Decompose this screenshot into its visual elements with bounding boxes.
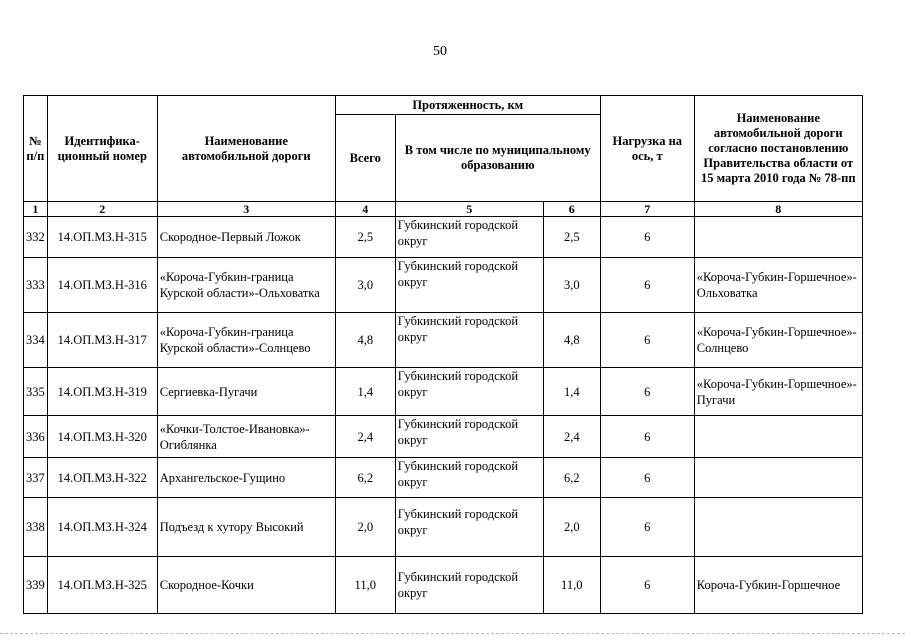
header-length-group: Протяженность, км — [335, 96, 600, 115]
cell-decree-name — [694, 217, 862, 258]
cell-id: 14.ОП.МЗ.Н-324 — [47, 498, 157, 557]
cell-muni-length: 4,8 — [543, 313, 600, 368]
cell-num: 338 — [24, 498, 48, 557]
header-total: Всего — [335, 115, 395, 202]
cell-total: 4,8 — [335, 313, 395, 368]
cell-axle-load: 6 — [600, 258, 694, 313]
cell-municipality: Губкинский городской округ — [395, 258, 543, 313]
cell-road-name: «Кочки-Толстое-Ивановка»-Огиблянка — [157, 416, 335, 458]
cell-municipality: Губкинский городской округ — [395, 313, 543, 368]
page-edge-divider — [0, 633, 905, 638]
cell-id: 14.ОП.МЗ.Н-322 — [47, 458, 157, 498]
header-decree-name: Наименование автомобильной дороги согласно постановлению Правительства области от 15 марта 2010 года № 78-пп — [694, 96, 862, 202]
cell-municipality: Губкинский городской округ — [395, 416, 543, 458]
cell-muni-length: 2,0 — [543, 498, 600, 557]
header-road-name: Наименование автомобильной дороги — [157, 96, 335, 202]
col-number: 4 — [335, 202, 395, 217]
col-number: 8 — [694, 202, 862, 217]
table-row — [24, 258, 863, 313]
col-number: 6 — [543, 202, 600, 217]
cell-road-name: Архангельское-Гущино — [157, 458, 335, 498]
cell-id: 14.ОП.МЗ.Н-320 — [47, 416, 157, 458]
cell-total: 1,4 — [335, 368, 395, 416]
cell-decree-name: «Короча-Губкин-Горшечное»-Солнцево — [694, 313, 862, 368]
cell-decree-name: «Короча-Губкин-Горшечное»-Пугачи — [694, 368, 862, 416]
cell-axle-load: 6 — [600, 416, 694, 458]
table-row — [24, 416, 863, 458]
cell-road-name: Сергиевка-Пугачи — [157, 368, 335, 416]
cell-id: 14.ОП.МЗ.Н-316 — [47, 258, 157, 313]
cell-axle-load: 6 — [600, 368, 694, 416]
page-number: 50 — [433, 44, 447, 59]
cell-road-name: «Короча-Губкин-граница Курской области»-Солнцево — [157, 313, 335, 368]
cell-num: 335 — [24, 368, 48, 416]
cell-municipality: Губкинский городской округ — [395, 458, 543, 498]
cell-road-name: Скородное-Первый Ложок — [157, 217, 335, 258]
cell-axle-load: 6 — [600, 217, 694, 258]
cell-total: 2,4 — [335, 416, 395, 458]
cell-decree-name — [694, 416, 862, 458]
cell-municipality: Губкинский городской округ — [395, 368, 543, 416]
header-axle-load: Нагрузка на ось, т — [600, 96, 694, 202]
table-row — [24, 368, 863, 416]
cell-muni-length: 6,2 — [543, 458, 600, 498]
cell-muni-length: 2,5 — [543, 217, 600, 258]
cell-id: 14.ОП.МЗ.Н-319 — [47, 368, 157, 416]
cell-road-name: Подъезд к хутору Высокий — [157, 498, 335, 557]
cell-num: 339 — [24, 557, 48, 614]
cell-muni-length: 1,4 — [543, 368, 600, 416]
cell-decree-name — [694, 458, 862, 498]
cell-decree-name: «Короча-Губкин-Горшечное»-Ольховатка — [694, 258, 862, 313]
cell-num: 333 — [24, 258, 48, 313]
col-number: 1 — [24, 202, 48, 217]
cell-num: 337 — [24, 458, 48, 498]
col-number: 2 — [47, 202, 157, 217]
roads-table — [23, 95, 863, 614]
cell-total: 2,0 — [335, 498, 395, 557]
cell-muni-length: 3,0 — [543, 258, 600, 313]
table-row — [24, 458, 863, 498]
cell-axle-load: 6 — [600, 313, 694, 368]
table-row — [24, 313, 863, 368]
cell-road-name: Скородное-Кочки — [157, 557, 335, 614]
cell-total: 11,0 — [335, 557, 395, 614]
table-row — [24, 557, 863, 614]
cell-axle-load: 6 — [600, 557, 694, 614]
cell-total: 3,0 — [335, 258, 395, 313]
cell-id: 14.ОП.МЗ.Н-317 — [47, 313, 157, 368]
cell-id: 14.ОП.МЗ.Н-325 — [47, 557, 157, 614]
header-num: № п/п — [24, 96, 48, 202]
header-municipal: В том числе по муниципальному образованию — [395, 115, 600, 202]
cell-muni-length: 11,0 — [543, 557, 600, 614]
cell-municipality: Губкинский городской округ — [395, 217, 543, 258]
cell-decree-name — [694, 498, 862, 557]
cell-id: 14.ОП.МЗ.Н-315 — [47, 217, 157, 258]
cell-num: 334 — [24, 313, 48, 368]
cell-decree-name: Короча-Губкин-Горшечное — [694, 557, 862, 614]
cell-axle-load: 6 — [600, 498, 694, 557]
cell-total: 2,5 — [335, 217, 395, 258]
cell-axle-load: 6 — [600, 458, 694, 498]
col-number: 3 — [157, 202, 335, 217]
table-row — [24, 498, 863, 557]
col-number: 7 — [600, 202, 694, 217]
cell-muni-length: 2,4 — [543, 416, 600, 458]
cell-municipality: Губкинский городской округ — [395, 498, 543, 557]
cell-num: 336 — [24, 416, 48, 458]
header-ident: Идентифика-ционный номер — [47, 96, 157, 202]
cell-municipality: Губкинский городской округ — [395, 557, 543, 614]
cell-total: 6,2 — [335, 458, 395, 498]
col-number: 5 — [395, 202, 543, 217]
cell-road-name: «Короча-Губкин-граница Курской области»-Ольховатка — [157, 258, 335, 313]
table-row — [24, 217, 863, 258]
cell-num: 332 — [24, 217, 48, 258]
